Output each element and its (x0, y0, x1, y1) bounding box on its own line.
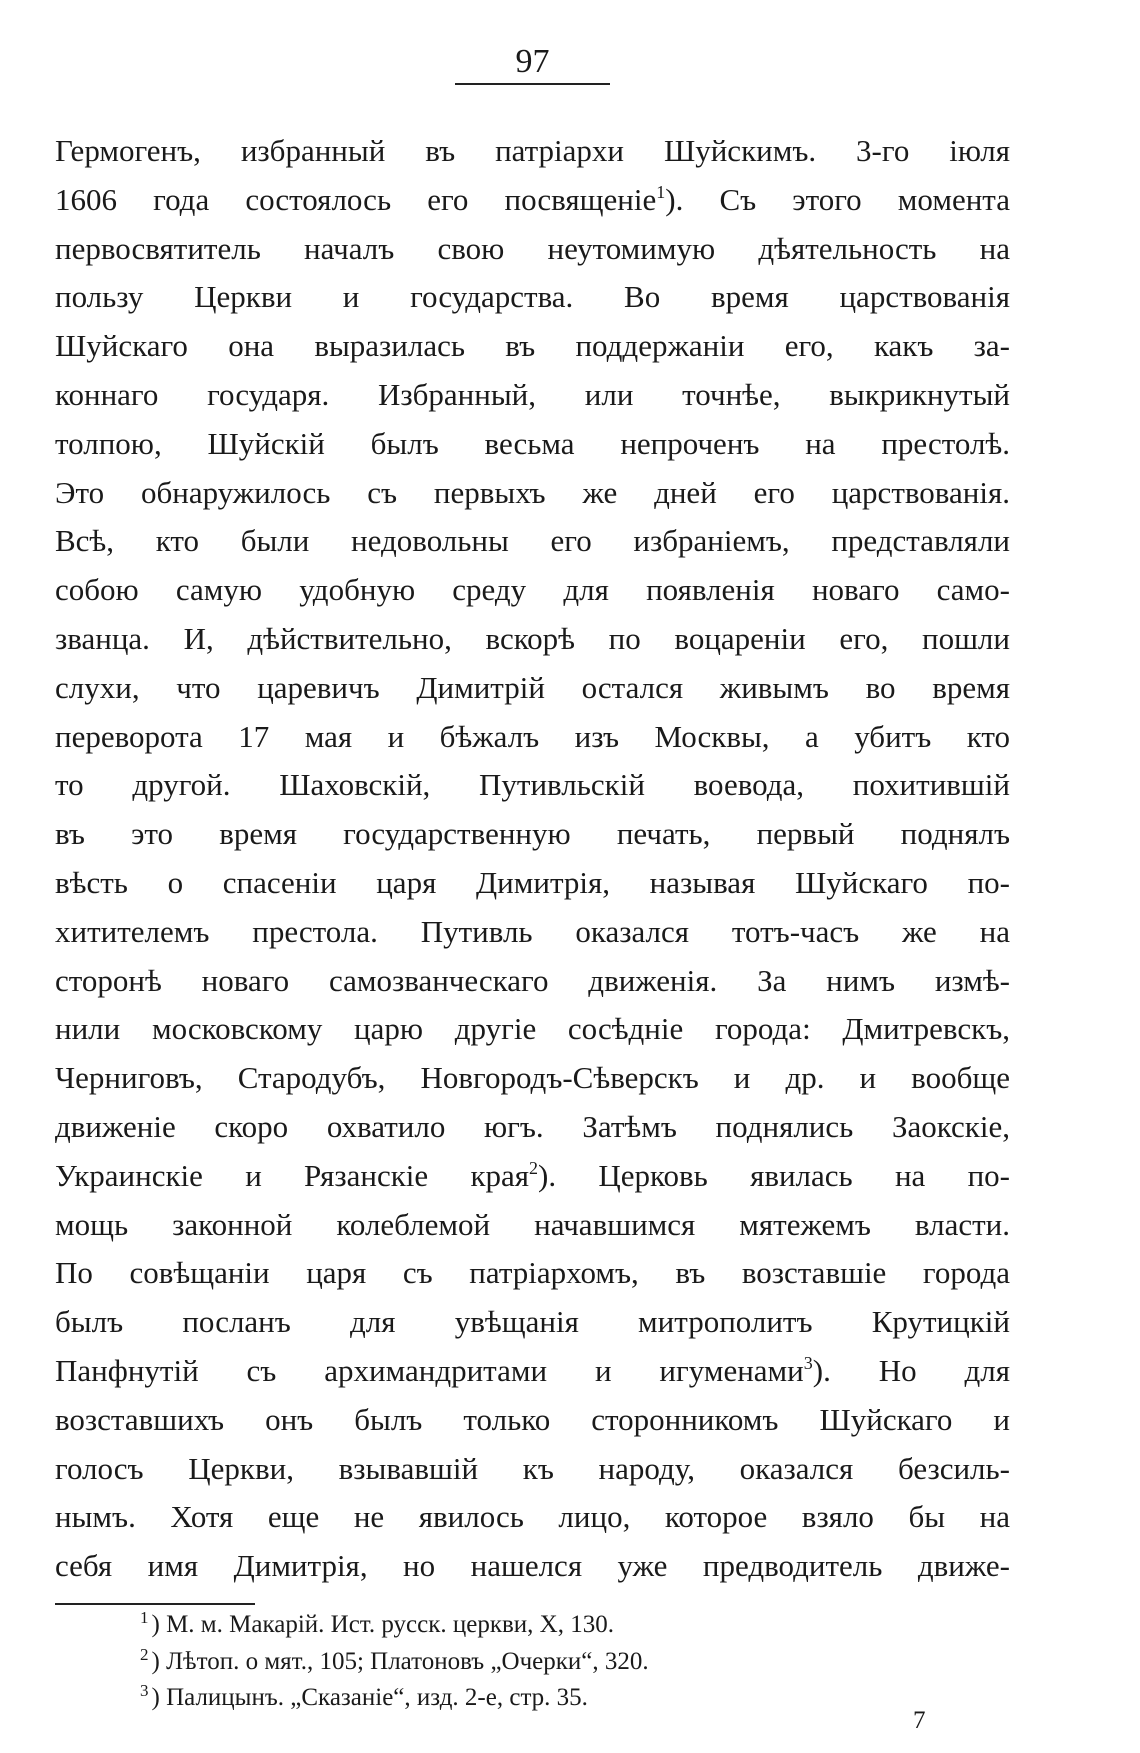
text-line (55, 1249, 1010, 1298)
footnote-mark: 1 (140, 1608, 149, 1627)
text-line-content: Черниговъ, Стародубъ, Новгородъ-Сѣверскъ и др. и вообще (55, 1060, 1010, 1096)
footnote-text: ) Палицынъ. „Сказаніе“, изд. 2-е, стр. 35. (151, 1684, 588, 1711)
text-line (55, 810, 1010, 859)
text-line-content: Всѣ, кто были недовольны его избраніемъ, представляли (55, 523, 1010, 559)
text-line-content: хитителемъ престола. Путивль оказался тотъ-часъ же на (55, 913, 1010, 949)
text-line (55, 761, 1010, 810)
text-line (55, 1542, 1010, 1591)
text-line (55, 566, 1010, 615)
footnote-reference: 3 (803, 1352, 813, 1373)
text-line (55, 859, 1010, 908)
text-line (55, 1054, 1010, 1103)
text-line-content: 1606 года состоялось его посвященіе (55, 181, 657, 217)
text-line (55, 322, 1010, 371)
text-line-content: то другой. Шаховскій, Путивльскій воевода, похитившій (55, 767, 1010, 803)
text-line-content: вѣсть о спасеніи царя Димитрія, называя Шуйскаго по- (55, 864, 1010, 900)
text-line-content: мощь законной колеблемой начавшимся мятежемъ власти. (55, 1206, 1010, 1242)
text-line (55, 957, 1010, 1006)
text-line-content: первосвятитель началъ свою неутомимую дѣятельность на (55, 230, 1010, 266)
text-line-content: пользу Церкви и государства. Во время царствованія (55, 279, 1010, 315)
text-line (55, 1493, 1010, 1542)
text-line (55, 371, 1010, 420)
text-line (55, 1298, 1010, 1347)
footnotes (140, 1607, 940, 1717)
signature-mark: 7 (913, 1707, 926, 1734)
text-line-content: Панфнутій съ архимандритами и игуменами (55, 1352, 804, 1388)
text-line (55, 176, 1010, 225)
text-line-content: Это обнаружилось съ первыхъ же дней его царствованія. (55, 474, 1010, 510)
text-line-content: былъ посланъ для увѣщанія митрополитъ Крутицкій (55, 1304, 1010, 1340)
text-line-content: себя имя Димитрія, но нашелся уже предводитель движе- (55, 1548, 1010, 1584)
text-line (55, 1152, 1010, 1201)
text-line-content: слухи, что царевичъ Димитрій остался живымъ во время (55, 669, 1010, 705)
body-text (55, 127, 1010, 1591)
footnote-text: ) М. м. Макарій. Ист. русск. церкви, X, 130. (151, 1611, 614, 1638)
text-line-content: движеніе скоро охватило югъ. Затѣмъ поднялись Заокскіе, (55, 1108, 1010, 1144)
text-line-content: возставшихъ онъ былъ только сторонникомъ Шуйскаго и (55, 1401, 1010, 1437)
text-line (55, 225, 1010, 274)
text-line (55, 127, 1010, 176)
text-line-content: Шуйскаго она выразилась въ поддержаніи его, какъ за- (55, 328, 1010, 364)
text-line-content: толпою, Шуйскій былъ весьма непроченъ на престолѣ. (55, 425, 1010, 461)
text-line (55, 420, 1010, 469)
text-line (55, 1201, 1010, 1250)
footnote-mark: 2 (140, 1644, 149, 1664)
text-line (55, 273, 1010, 322)
text-line-content: сторонѣ новаго самозванческаго движенія. За нимъ измѣ- (55, 962, 1010, 998)
text-line (55, 908, 1010, 957)
text-line-continuation: ). Съ этого момента (665, 181, 1010, 217)
text-line (55, 1445, 1010, 1494)
text-line (55, 1005, 1010, 1054)
text-line (55, 1347, 1010, 1396)
footnote (140, 1607, 940, 1644)
text-line (55, 1396, 1010, 1445)
page-number: 97 (515, 43, 550, 80)
footnote-reference: 1 (656, 181, 666, 202)
text-line-content: нымъ. Хотя еще не явилось лицо, которое взяло бы на (55, 1499, 1010, 1535)
text-line-content: голосъ Церкви, взывавшій къ народу, оказался безсиль- (55, 1450, 1010, 1486)
text-line (55, 1103, 1010, 1152)
page-number-rule (455, 83, 610, 85)
footnote-mark: 3 (140, 1681, 149, 1700)
text-line-content: нили московскому царю другіе сосѣдніе города: Дмитревскъ, (55, 1011, 1010, 1047)
footnote-rule (55, 1603, 255, 1605)
text-line-content: Гермогенъ, избранный въ патріархи Шуйскимъ. 3-го іюля (55, 133, 1010, 168)
text-line (55, 517, 1010, 566)
text-line (55, 615, 1010, 664)
text-line-content: коннаго государя. Избранный, или точнѣе, выкрикнутый (55, 376, 1010, 412)
footnote (140, 1644, 940, 1681)
footnote (140, 1680, 940, 1717)
text-line-content: собою самую удобную среду для появленія новаго само- (55, 572, 1010, 608)
text-line (55, 469, 1010, 518)
text-line-continuation: ). Но для (812, 1352, 1010, 1388)
footnote-text: ) Лѣтоп. о мят., 105; Платоновъ „Очерки“, 320. (151, 1647, 649, 1675)
text-line-content: званца. И, дѣйствительно, вскорѣ по воцареніи его, пошли (55, 620, 1010, 656)
text-line-content: Украинскіе и Рязанскіе края (55, 1157, 530, 1193)
text-line (55, 713, 1010, 762)
footnote-reference: 2 (529, 1157, 539, 1178)
text-line-continuation: ). Церковь явилась на по- (538, 1157, 1010, 1193)
text-line-content: По совѣщаніи царя съ патріархомъ, въ возставшіе города (55, 1255, 1010, 1291)
text-line (55, 664, 1010, 713)
text-line-content: въ это время государственную печать, первый поднялъ (55, 816, 1010, 852)
text-line-content: переворота 17 мая и бѣжалъ изъ Москвы, а убитъ кто (55, 718, 1010, 754)
